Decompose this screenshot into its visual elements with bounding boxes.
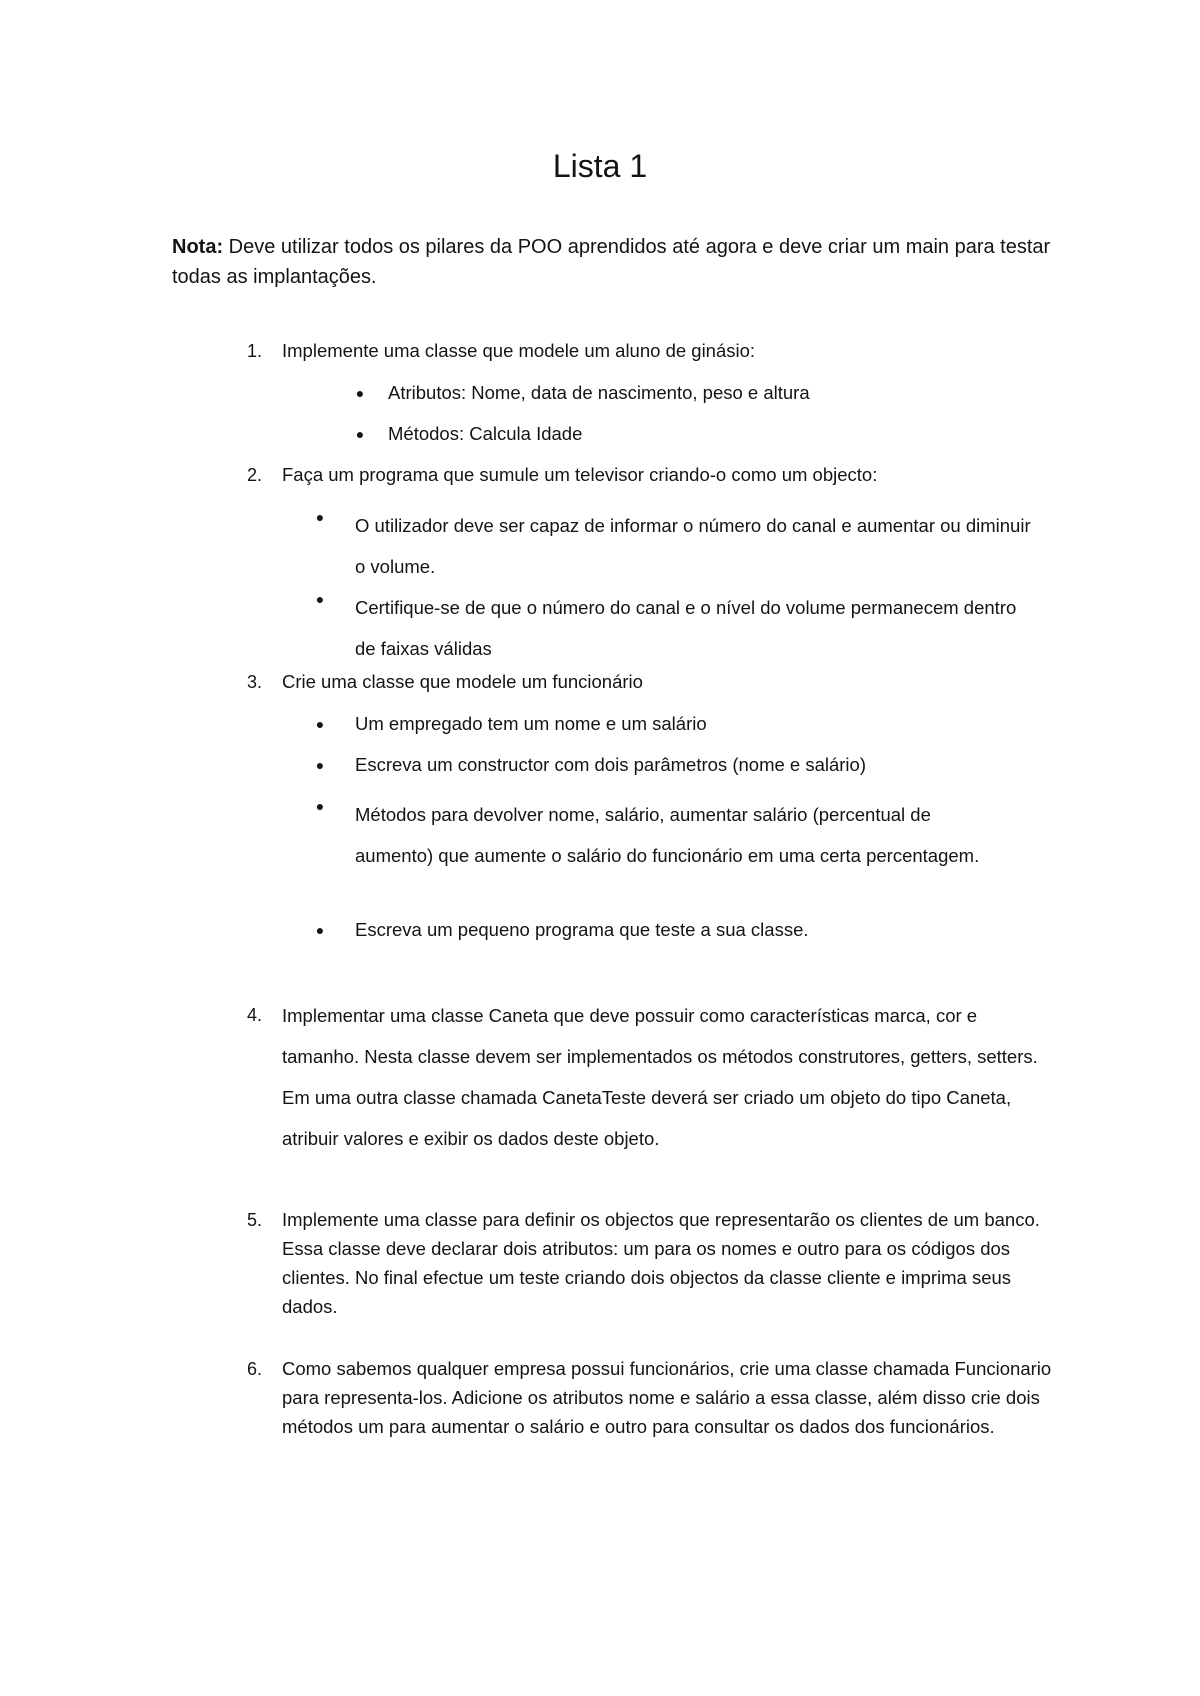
bullet-text: Escreva um pequeno programa que teste a sua classe.: [355, 919, 809, 940]
note-paragraph: [172, 232, 1062, 292]
bullet-text: Um empregado tem um nome e um salário: [355, 713, 707, 734]
list-item-text: Implemente uma classe que modele um aluno de ginásio:: [282, 340, 756, 361]
bullet-icon: ●: [315, 591, 325, 607]
bullet-icon: ●: [315, 716, 325, 732]
note-label: Nota:: [172, 236, 224, 258]
bullet-icon: ●: [315, 798, 325, 814]
bullet-text: Métodos: Calcula Idade: [388, 423, 583, 444]
list-item-text: Como sabemos qualquer empresa possui funcionários, crie uma classe chamada Funcionario para representa-los. Adicione os atributos nome e salário a essa classe, além disso crie dois métodos um para aumentar o salário e outro para consultar os dados dos funcionários.: [282, 1358, 1052, 1437]
item-number: 3.: [246, 672, 262, 692]
bullet-icon: ●: [315, 757, 325, 773]
list-item-text: Implemente uma classe para definir os objectos que representarão os clientes de um banco. Essa classe deve declarar dois atributos: um para os nomes e outro para os códigos dos clientes. No final efectue um teste criando dois objectos da classe cliente e imprima seus dados.: [282, 1209, 1040, 1317]
bullet-icon: ●: [315, 509, 325, 525]
list-item-text: Faça um programa que sumule um televisor criando-o como um objecto:: [282, 464, 878, 485]
bullet-icon: ●: [355, 385, 365, 401]
item-number: 5.: [246, 1210, 262, 1230]
item-number: 6.: [246, 1359, 262, 1379]
bullet-text: Escreva um constructor com dois parâmetros (nome e salário): [355, 754, 866, 775]
bullet-text: O utilizador deve ser capaz de informar o número do canal e aumentar ou diminuir o volume.: [355, 515, 1031, 577]
item-number: 2.: [246, 465, 262, 485]
bullet-text: Certifique-se de que o número do canal e o nível do volume permanecem dentro de faixas válidas: [355, 597, 1017, 659]
list-item-text: Implementar uma classe Caneta que deve possuir como características marca, cor e tamanho. Nesta classe devem ser implementados os métodos construtores, getters, setters. Em uma outra classe chamada CanetaTeste deverá ser criado um objeto do tipo Caneta, atribuir valores e exibir os dados deste objeto.: [282, 1005, 1038, 1149]
bullet-text: Atributos: Nome, data de nascimento, peso e altura: [388, 382, 810, 403]
item-number: 1.: [246, 341, 262, 361]
item-number: 4.: [246, 1005, 262, 1025]
list-item-text: Crie uma classe que modele um funcionário: [282, 671, 643, 692]
bullet-icon: ●: [355, 426, 365, 442]
note-text: Deve utilizar todos os pilares da POO aprendidos até agora e deve criar um main para testar todas as implantações.: [172, 236, 1051, 288]
bullet-text: Métodos para devolver nome, salário, aumentar salário (percentual de aumento) que aumente o salário do funcionário em uma certa percentagem.: [355, 804, 980, 866]
page-title: Lista 1: [552, 148, 648, 184]
bullet-icon: ●: [315, 922, 325, 938]
